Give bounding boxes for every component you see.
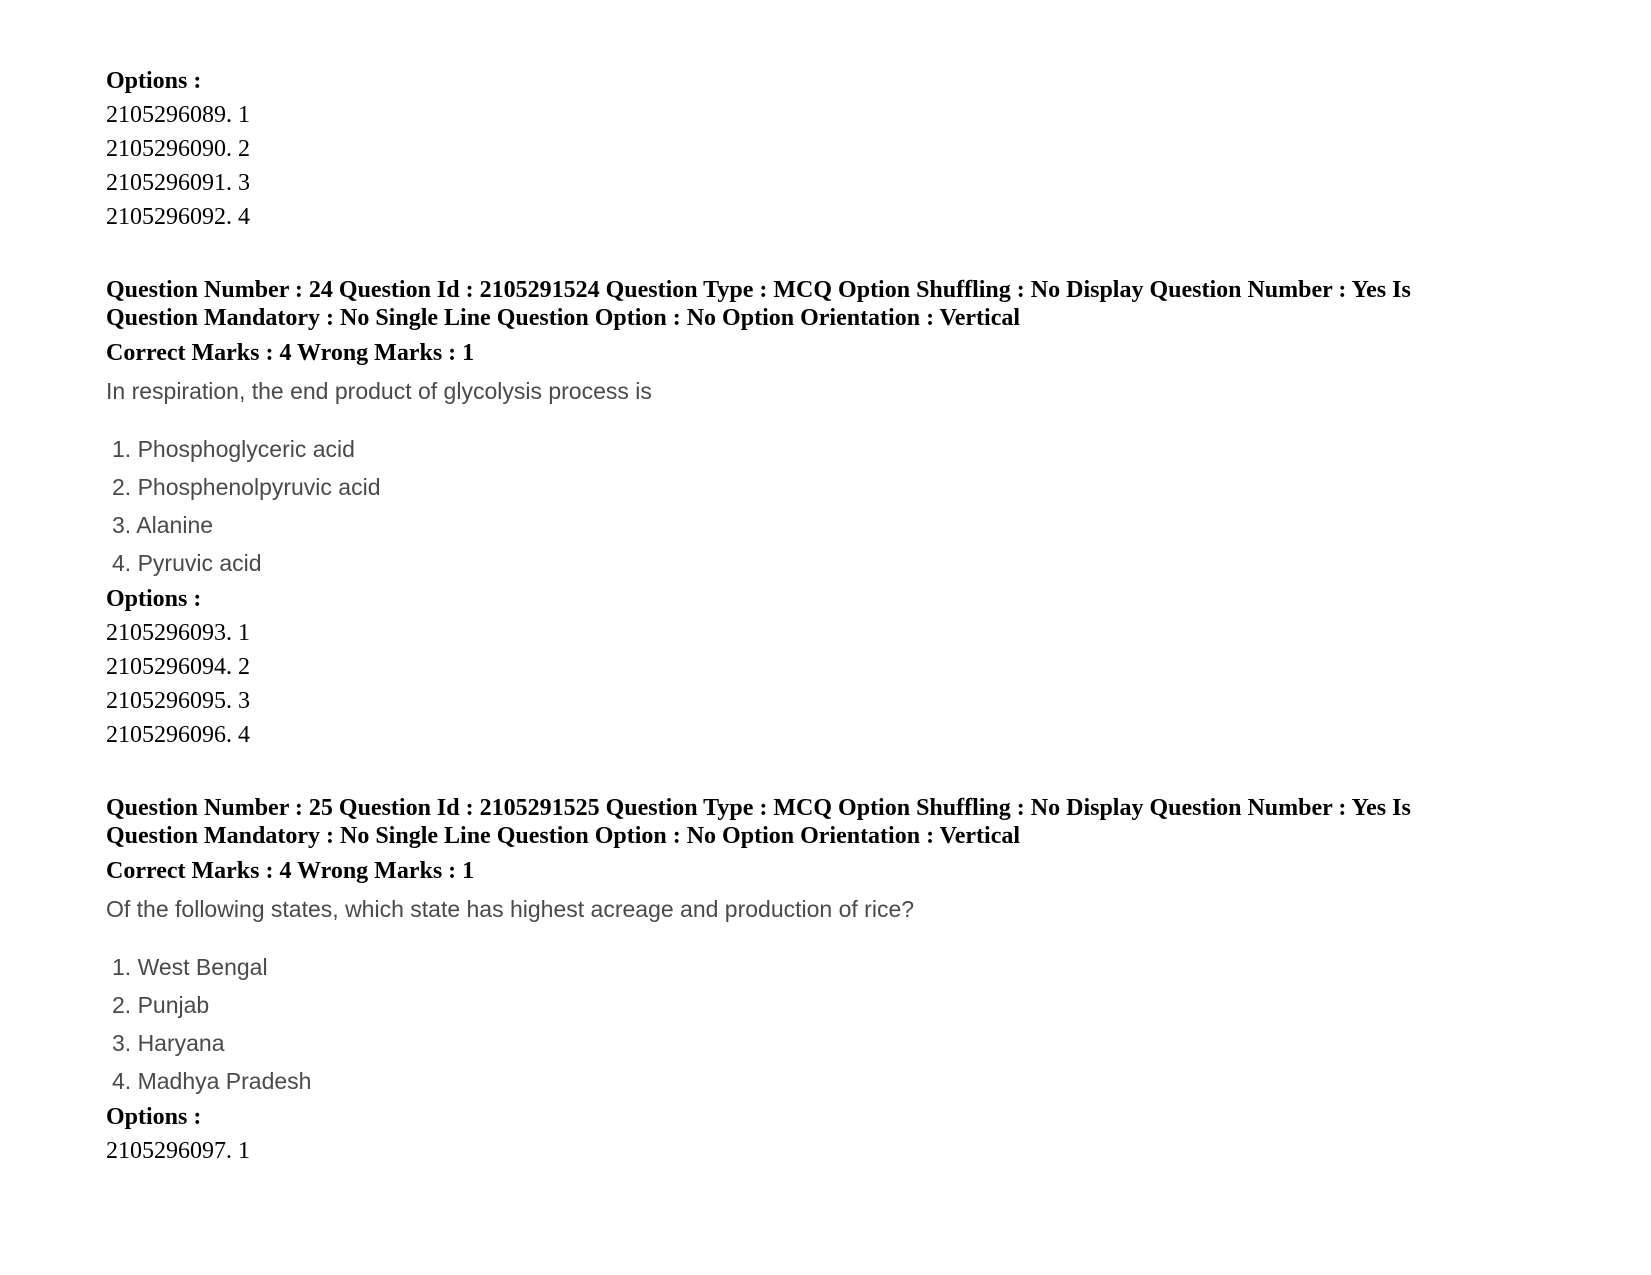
option-id-line: 2105296092. 4 (106, 204, 250, 230)
option-id-line: 2105296094. 2 (106, 654, 250, 680)
question-text: Of the following states, which state has highest acreage and production of rice? (106, 896, 915, 922)
question-text: In respiration, the end product of glycolysis process is (106, 378, 652, 404)
options-label: Options : (106, 1104, 202, 1130)
answer-choice: 1. Phosphoglyceric acid (112, 436, 355, 462)
question-meta-line-1: Question Number : 25 Question Id : 2105291525 Question Type : MCQ Option Shuffling : No Display Question Number : Yes Is (106, 795, 1411, 821)
answer-choice: 1. West Bengal (112, 954, 268, 980)
option-id-line: 2105296093. 1 (106, 620, 250, 646)
question-paper-page (106, 64, 1526, 1168)
marks-line: Correct Marks : 4 Wrong Marks : 1 (106, 858, 475, 884)
option-id-line: 2105296089. 1 (106, 102, 250, 128)
question-24 (106, 276, 1526, 752)
option-id-line: 2105296090. 2 (106, 136, 250, 162)
option-id-line: 2105296095. 3 (106, 688, 250, 714)
answer-choice: 4. Pyruvic acid (112, 550, 262, 576)
options-label: Options : (106, 68, 202, 94)
question-meta (106, 276, 1526, 332)
answer-choice: 3. Haryana (112, 1030, 225, 1056)
question-25 (106, 794, 1526, 1168)
option-id-line: 2105296097. 1 (106, 1138, 250, 1164)
question-meta-line-2: Question Mandatory : No Single Line Question Option : No Option Orientation : Vertical (106, 305, 1021, 331)
answer-choice: 2. Phosphenolpyruvic acid (112, 474, 381, 500)
options-label: Options : (106, 586, 202, 612)
option-id-line: 2105296096. 4 (106, 722, 250, 748)
question-meta-line-2: Question Mandatory : No Single Line Question Option : No Option Orientation : Vertical (106, 823, 1021, 849)
question-meta-line-1: Question Number : 24 Question Id : 2105291524 Question Type : MCQ Option Shuffling : No Display Question Number : Yes Is (106, 277, 1411, 303)
question-meta (106, 794, 1526, 850)
answer-choice: 3. Alanine (112, 512, 214, 538)
answer-choice: 4. Madhya Pradesh (112, 1068, 312, 1094)
previous-question-options (106, 64, 1526, 234)
answer-choice: 2. Punjab (112, 992, 210, 1018)
option-id-line: 2105296091. 3 (106, 170, 250, 196)
marks-line: Correct Marks : 4 Wrong Marks : 1 (106, 340, 475, 366)
